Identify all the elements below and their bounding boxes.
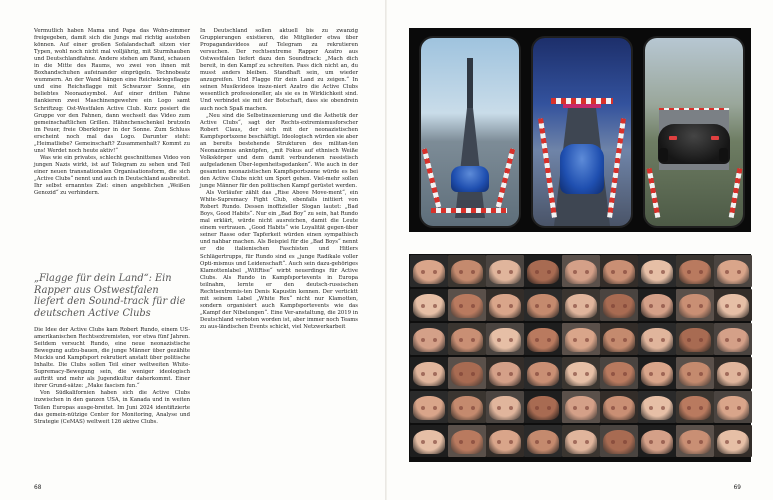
torso-thumbnail (714, 255, 752, 287)
torso-thumbnail (524, 391, 562, 423)
torso-thumbnail (676, 425, 714, 457)
paragraph: Von Südkalifornien haben sich die Active Clubs inzwischen in den ganzen USA, in Kanada und in weiten Teilen Europas ausge-breitet. Im Juni 2024 identifizierte das gemein-nützige Center for Monitoring, Analyse und Strategie (CeMAS) weltweit 126 aktive Clubs. (34, 390, 190, 425)
torso-thumbnail (638, 323, 676, 355)
torso-thumbnail (562, 425, 600, 457)
torso-thumbnail (714, 357, 752, 389)
torso-thumbnail (562, 255, 600, 287)
torso-thumbnail (562, 357, 600, 389)
torso-thumbnail (676, 391, 714, 423)
torso-thumbnail (638, 357, 676, 389)
torso-thumbnail (600, 357, 638, 389)
torso-thumbnail (714, 391, 752, 423)
paragraph: „Neu sind die Selbstinszenierung und die Ästhetik der Active Clubs“, sagt der Rechts-extremismusforscher Robert Claus, der sich mit der neonazistischen Kampfsportszene beschäftigt. Ideologisch würden sie aber an bereits bestehende Strukturen des militan-ten Neonazismus anknüpfen, „mit Fokus auf ethnisch Weiße Volkskörper und dem damit verbundenen rassistisch aufgeladenen Über-legenheitsgedanken“. Wie auch in der gesamten neonazistischen Kampfsportszene würde es bei den Active Clubs nicht um Sport gehen. Viel-mehr sollen junge Männer für den politischen Kampf gerüstet werden. (200, 112, 358, 190)
torso-thumbnail (448, 289, 486, 321)
torso-thumbnail (562, 323, 600, 355)
torso-thumbnail (600, 255, 638, 287)
torso-thumbnail (562, 391, 600, 423)
torso-thumbnail (448, 323, 486, 355)
article-column-1-continued (34, 327, 190, 426)
torso-thumbnail (524, 255, 562, 287)
torso-thumbnail (486, 323, 524, 355)
torso-thumbnail (486, 255, 524, 287)
torso-thumbnail (562, 289, 600, 321)
article-column-2 (200, 28, 358, 331)
torso-thumbnail (600, 391, 638, 423)
article-column-1 (34, 28, 190, 197)
torso-thumbnail (638, 289, 676, 321)
torso-thumbnail (524, 357, 562, 389)
torso-thumbnail (676, 323, 714, 355)
torso-thumbnail (486, 425, 524, 457)
torso-thumbnail (486, 391, 524, 423)
page-number-right: 69 (733, 485, 741, 491)
torso-thumbnail (714, 323, 752, 355)
torso-thumbnail (448, 357, 486, 389)
torso-thumbnail (524, 323, 562, 355)
pull-quote: „Flagge für dein Land“: Ein Rapper aus Ostwestfalen liefert den Sound-track für die deutschen Active Clubs (34, 273, 186, 319)
torso-thumbnail (448, 425, 486, 457)
torso-thumbnail (486, 289, 524, 321)
torso-thumbnail (676, 255, 714, 287)
torso-thumbnail (410, 391, 448, 423)
torso-thumbnail (448, 391, 486, 423)
torso-thumbnail (638, 255, 676, 287)
photo-phone-screenshots (409, 28, 751, 232)
torso-thumbnail (676, 289, 714, 321)
torso-thumbnail (638, 391, 676, 423)
paragraph: Vermutlich haben Mama und Papa das Wohn-zimmer freigegeben, damit sich die Jungs mal richtig austoben können. Auf einer großen Sofalandschaft sitzen vier Typen, wohl noch nicht mal volljährig, mit Sturmhauben und Deutschlandfahne. Andere stehen am Rand, schauen in die Mitte des Raums, wo zwei von ihnen mit Boxhandschuhen aufeinander einprügeln. Technobeatz wummern. An der Wand hängen eine Reichskriegsflagge und eine Reichsflagge mit Schwarzer Sonne, ein beliebtes Neonazisymbol. Auf einer dritten Fahne flankieren zwei Maschinengewehre ein Logo samt Schriftzug: Ost-Westfalen Active Club. Kurz posiert die Gruppe vor den Fahnen, dann wechselt das Video zum gemeinschaftlichen Grillen. Hähnchenschenkel brutzeln im Feuer, freie Oberkörper in der Sonne. Zum Schluss erscheint noch mal das Logo. Darunter steht: „Heimatliebe? Gemeinschaft? Zusammenhalt? Kommt zu uns! Werdet noch heute aktiv!“ (34, 28, 190, 154)
torso-thumbnail (600, 425, 638, 457)
paragraph: Die Idee der Active Clubs kam Robert Rundo, einem US-amerikanischen Rechtsextremisten, vor etwa fünf Jahren. Seitdem versucht Rundo, eine neue neonazistische Bewegung aufzu-bauen, die junge Männer über gezählte Muckis und Kampfsport rekrutiert anstatt über politische Inhalte. Die Clubs sollen Teil einer weltweiten White-Supremacy-Bewegung sein, die weniger ideologisch auftritt und mehr als Jugendkultur daherkommt. Einer ihrer Grund-sätze: „Make fascism fun.“ (34, 327, 190, 390)
torso-thumbnail (714, 425, 752, 457)
torso-thumbnail (714, 289, 752, 321)
photo-torso-grid (409, 254, 751, 462)
torso-thumbnail (524, 289, 562, 321)
page-number-left: 68 (34, 485, 42, 491)
torso-thumbnail (410, 357, 448, 389)
torso-thumbnail (410, 425, 448, 457)
torso-thumbnail (676, 357, 714, 389)
phone-screenshot-1 (419, 36, 521, 228)
torso-thumbnail (410, 323, 448, 355)
torso-thumbnail (486, 357, 524, 389)
paragraph: In Deutschland sollen aktuell bis zu zwanzig Gruppierungen existieren, die Mitglieder etwa über Propagandavideos auf Telegram zu rekrutieren versuchen. Der rechtsextreme Rapper Azatro aus Ostwestfalen liefert dazu den Soundtrack: „Mach dich bereit, in den Kampf zu schreiten. Pass dich nicht an, du musst anders bleiben. Standhaft sein, um wieder anzugreifen. Und Flagge für dein Land zu zeigen.“ In seinen Musikvideos insze-niert Azatro die Active Clubs wesentlich professioneller, als sie es in Wirklichkeit sind. Und verbindet sie mit der Botschaft, dass sie obendrein auch noch Spaß machen. (200, 28, 358, 112)
torso-thumbnail (448, 255, 486, 287)
torso-thumbnail (410, 255, 448, 287)
phone-screenshot-2 (531, 36, 633, 228)
paragraph: Was wie ein privates, schlecht geschnittenes Video von jungen Nazis wirkt, ist auf Telegram zu sehen und Teil einer neuen transnationalen Organisationsform, die sich „Active Clubs“ nennt und auch in Deutschland ausbreitet. Ihr selbst ernanntes Ziel: einen angeblichen „Weißen Genozid“ zu verhindern. (34, 154, 190, 197)
phone-screenshot-3 (643, 36, 745, 228)
torso-thumbnail (638, 425, 676, 457)
torso-thumbnail (600, 323, 638, 355)
left-page (0, 0, 386, 500)
paragraph: Als Vorläufer zählt das „Rise Above Move-ment“, ein White-Supremacy Fight Club, ebenfalls initiiert von Robert Rundo. Dessen inoffizieller Slogan lautet: „Bad Boys, Good Habits“. Nur ein „Bad Boy“ zu sein, hat Rundo mal erklärt, würde nicht ausreichen, damit die Leute einem vertrauen. „Good Habits“ wie Loyalität gegen-über seiner Rasse oder Tapferkeit würden einen sympathisch und nahbar machen. Als Beispiel für die „Bad Boys“ nennt er die italienischen Faschisten und Hitlers Schlägertrupps, für Rundo sind es „junge Radikale voller Opti-mismus und Leidenschaft“. Auch sein dazu-gehöriges Klamottenlabel „WiltRise“ wirbt neuerdings für Active Clubs. Als Rundo in Kampfsportevents in Europa teilnahm, lernte er den deutsch-russischen Rechtsextremis-ten Denis Kapustin kennen. Der verticktt mit seinem Label „White Rex“ nicht nur Klamotten, sondern organisiert auch Kampfsportevents wie das „Kampf der Nibelungen“. Eine Ver-anstaltung, die 2019 in Deutschland verboten worden ist, aber immer noch Teams zu aus-ländischen Events schickt, viel Netzwerkarbeit (200, 190, 358, 330)
torso-thumbnail (600, 289, 638, 321)
torso-thumbnail (524, 425, 562, 457)
torso-thumbnail (410, 289, 448, 321)
